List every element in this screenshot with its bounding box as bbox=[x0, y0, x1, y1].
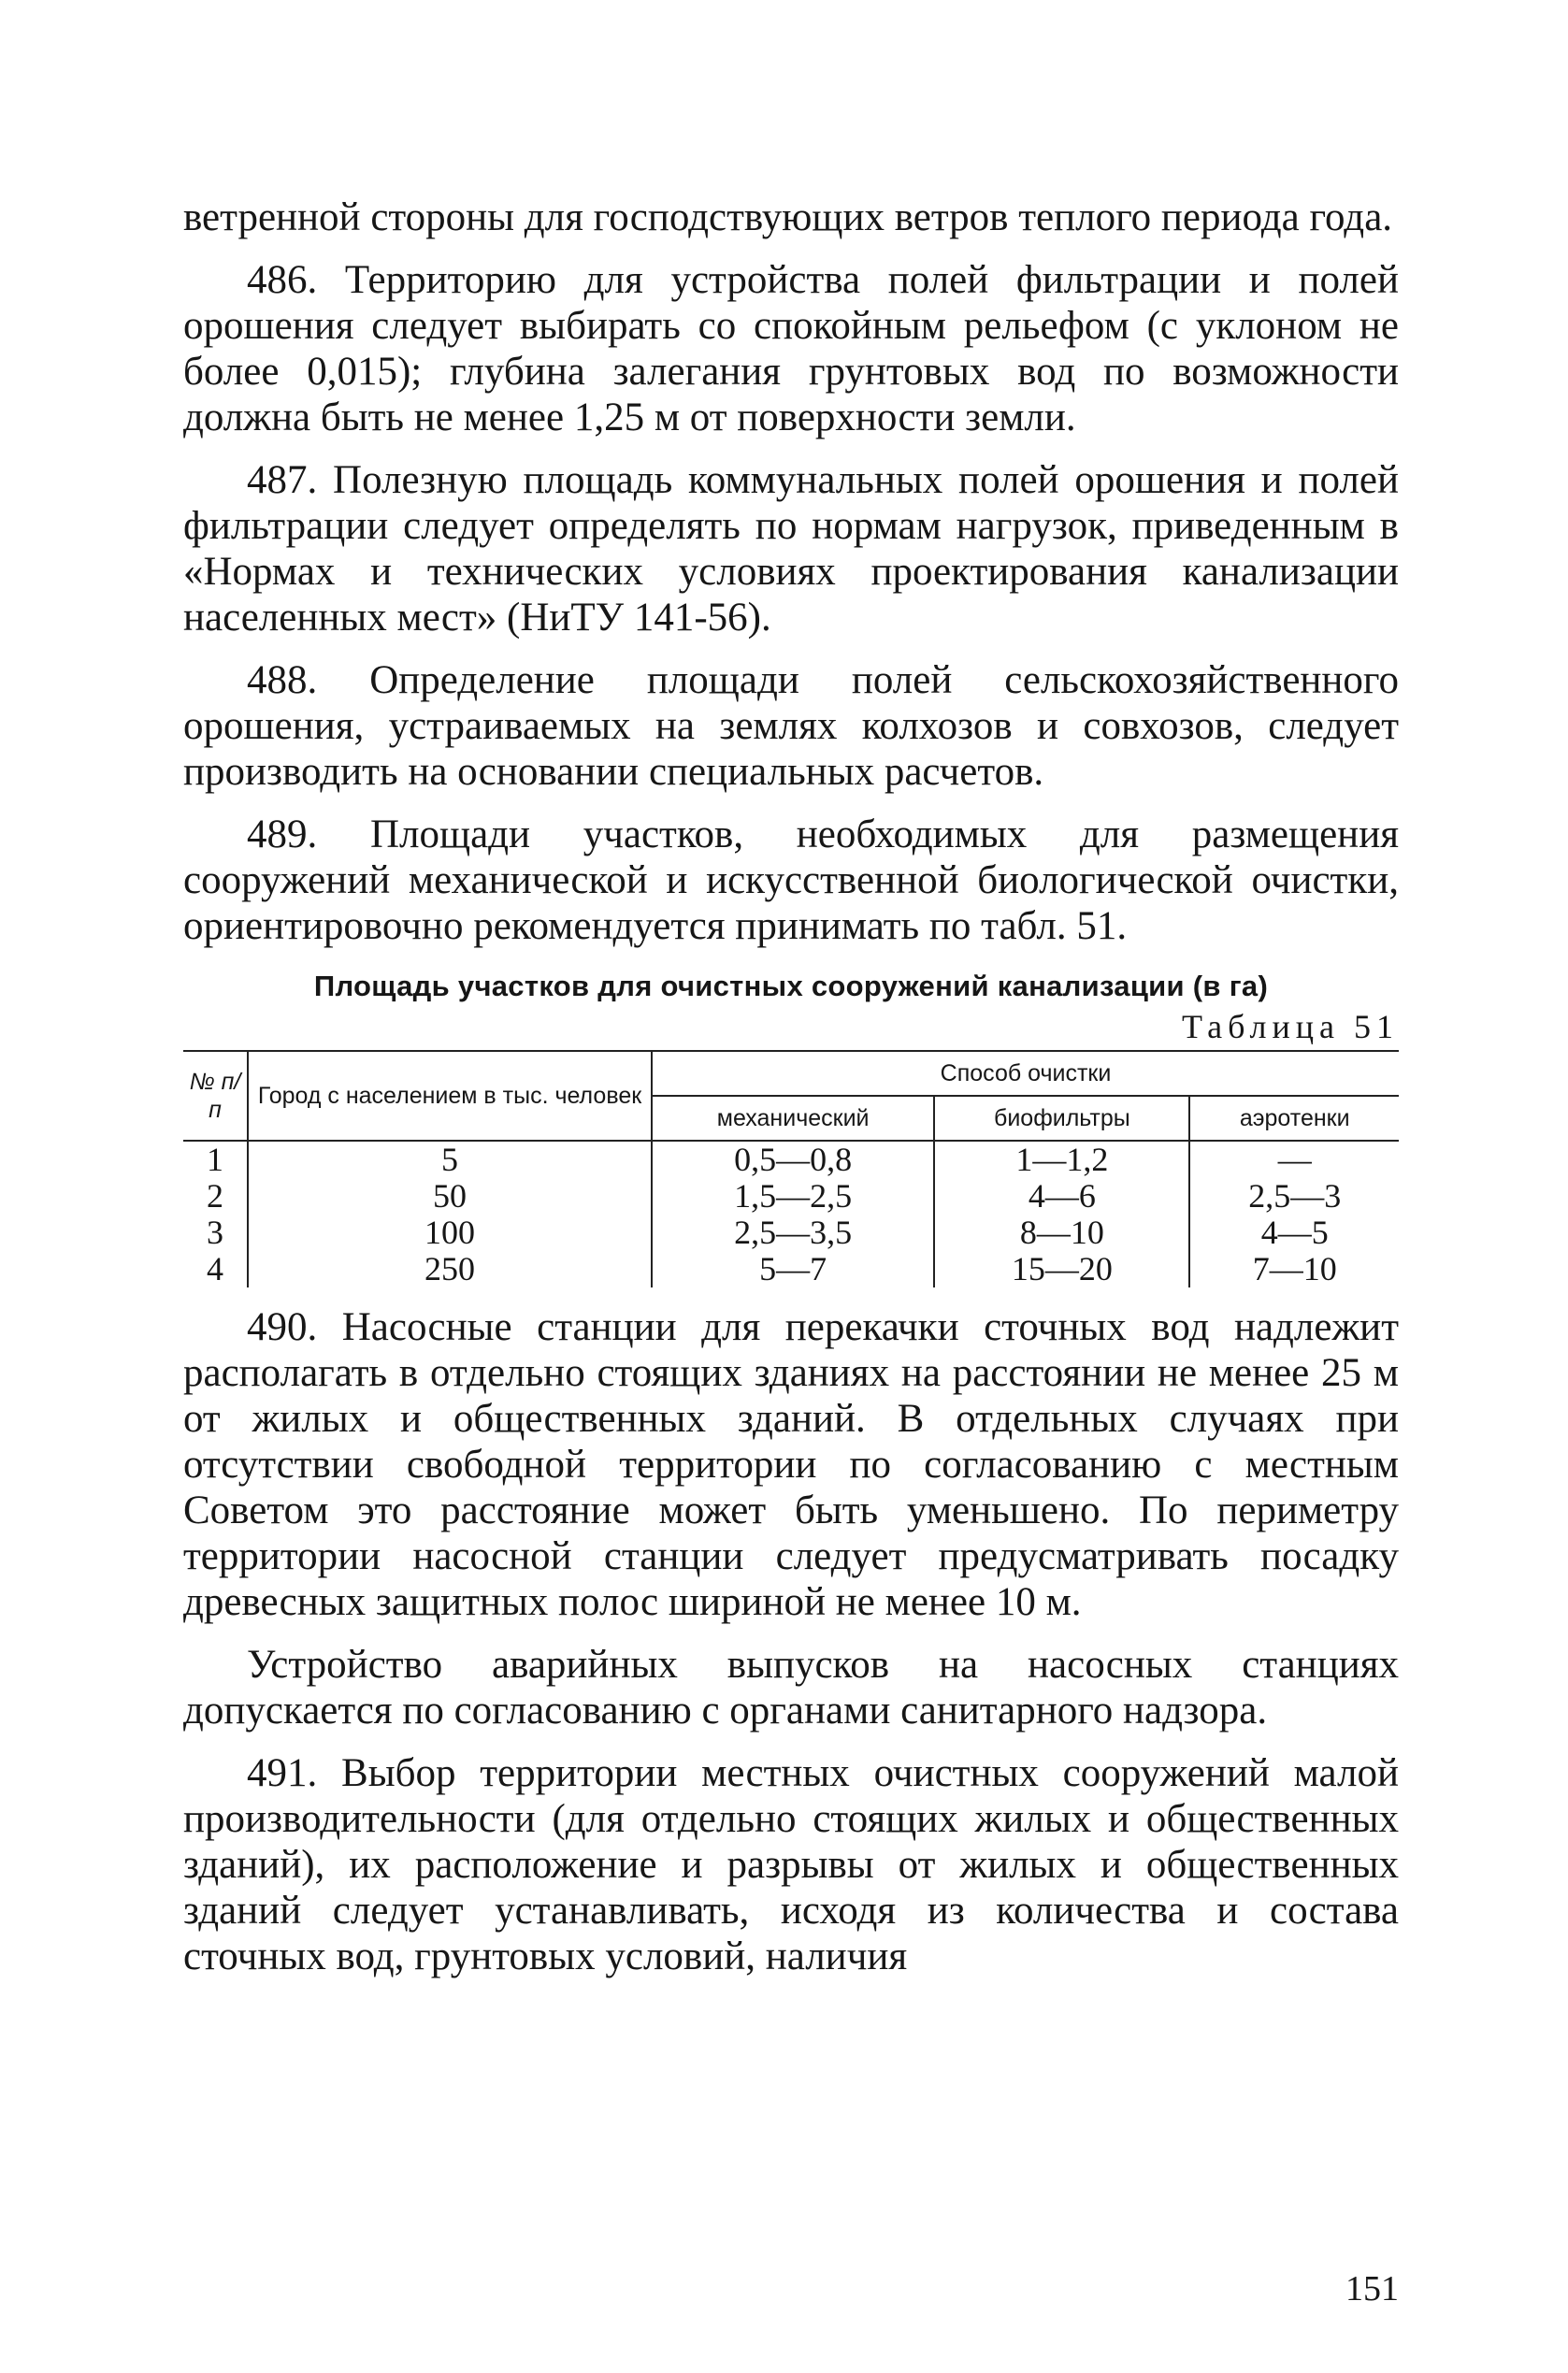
cell-mechanical: 5—7 bbox=[652, 1251, 934, 1287]
table-row bbox=[183, 1215, 1399, 1251]
cell-mechanical: 1,5—2,5 bbox=[652, 1178, 934, 1215]
table-number-label: Таблица 51 bbox=[1182, 1008, 1399, 1045]
header-mechanical: механический bbox=[652, 1096, 934, 1141]
header-biofilters: биофильтры bbox=[934, 1096, 1189, 1141]
area-table bbox=[183, 1050, 1399, 1287]
cell-mechanical: 0,5—0,8 bbox=[652, 1141, 934, 1178]
cell-aerotanks: 7—10 bbox=[1189, 1251, 1399, 1287]
cell-biofilters: 1—1,2 bbox=[934, 1141, 1189, 1178]
paragraph-490: 490. Насосные станции для перекачки сточных вод надлежит располагать в отдельно стоящих зданиях на расстоянии не менее 25 м от жилых и общественных зданий. В отдельных случаях при отсутствии свободной территории по согласованию с местным Советом это расстояние может быть уменьшено. По периметру территории насосной станции следует предусматривать посадку древесных защитных полос шириной не менее 10 м. bbox=[183, 1305, 1399, 1624]
paragraph-489: 489. Площади участков, необходимых для размещения сооружений механической и искусственной биологической очистки, ориентировочно рекомендуется принимать по табл. 51. bbox=[183, 813, 1399, 948]
table-row bbox=[183, 1251, 1399, 1287]
cell-aerotanks: 4—5 bbox=[1189, 1215, 1399, 1251]
paragraph-491: 491. Выбор территории местных очистных сооружений малой производительности (для отдельно стоящих жилых и общественных зданий), их расположение и разрывы от жилых и общественных зданий следует устанавливать, исходя из количества и состава сточных вод, грунтовых условий, наличия bbox=[183, 1751, 1399, 1978]
table-row bbox=[183, 1178, 1399, 1215]
table-row bbox=[183, 1141, 1399, 1178]
cell-city: 5 bbox=[248, 1141, 652, 1178]
cell-aerotanks: — bbox=[1189, 1141, 1399, 1178]
paragraph-emergency-outlets: Устройство аварийных выпусков на насосных станциях допускается по согласованию с органами санитарного надзора. bbox=[183, 1643, 1399, 1733]
paragraph-488: 488. Определение площади полей сельскохозяйственного орошения, устраиваемых на землях колхозов и совхозов, следует производить на основании специальных расчетов. bbox=[183, 658, 1399, 794]
document-page bbox=[183, 194, 1399, 2308]
page-number: 151 bbox=[1345, 2269, 1399, 2308]
header-city: Город с населением в тыс. человек bbox=[248, 1051, 652, 1141]
cell-num: 4 bbox=[207, 1250, 223, 1287]
cell-city: 100 bbox=[248, 1215, 652, 1251]
cell-city: 250 bbox=[248, 1251, 652, 1287]
cell-city: 50 bbox=[248, 1178, 652, 1215]
cell-biofilters: 8—10 bbox=[934, 1215, 1189, 1251]
cell-biofilters: 4—6 bbox=[934, 1178, 1189, 1215]
header-aerotanks: аэротенки bbox=[1189, 1096, 1399, 1141]
cell-biofilters: 15—20 bbox=[934, 1251, 1189, 1287]
cell-num: 1 bbox=[207, 1141, 223, 1178]
cell-num: 2 bbox=[207, 1177, 223, 1215]
paragraph-continuation: ветренной стороны для господствующих ветров теплого периода года. bbox=[183, 195, 1393, 239]
header-method-group: Способ очистки bbox=[652, 1051, 1399, 1096]
paragraph-487: 487. Полезную площадь коммунальных полей орошения и полей фильтрации следует определять по нормам нагрузок, приведенным в «Нормах и технических условиях проектирования канализации населенных мест» (НиТУ 141-56). bbox=[183, 458, 1399, 640]
table-caption: Площадь участков для очистных сооружений канализации (в га) bbox=[313, 970, 1269, 1002]
cell-num: 3 bbox=[207, 1214, 223, 1251]
header-num: № п/п bbox=[183, 1051, 248, 1141]
cell-mechanical: 2,5—3,5 bbox=[652, 1215, 934, 1251]
paragraph-486: 486. Территорию для устройства полей фильтрации и полей орошения следует выбирать со спокойным рельефом (с уклоном не более 0,015); глубина залегания грунтовых вод по возможности должна быть не менее 1,25 м от поверхности земли. bbox=[183, 258, 1399, 439]
cell-aerotanks: 2,5—3 bbox=[1189, 1178, 1399, 1215]
